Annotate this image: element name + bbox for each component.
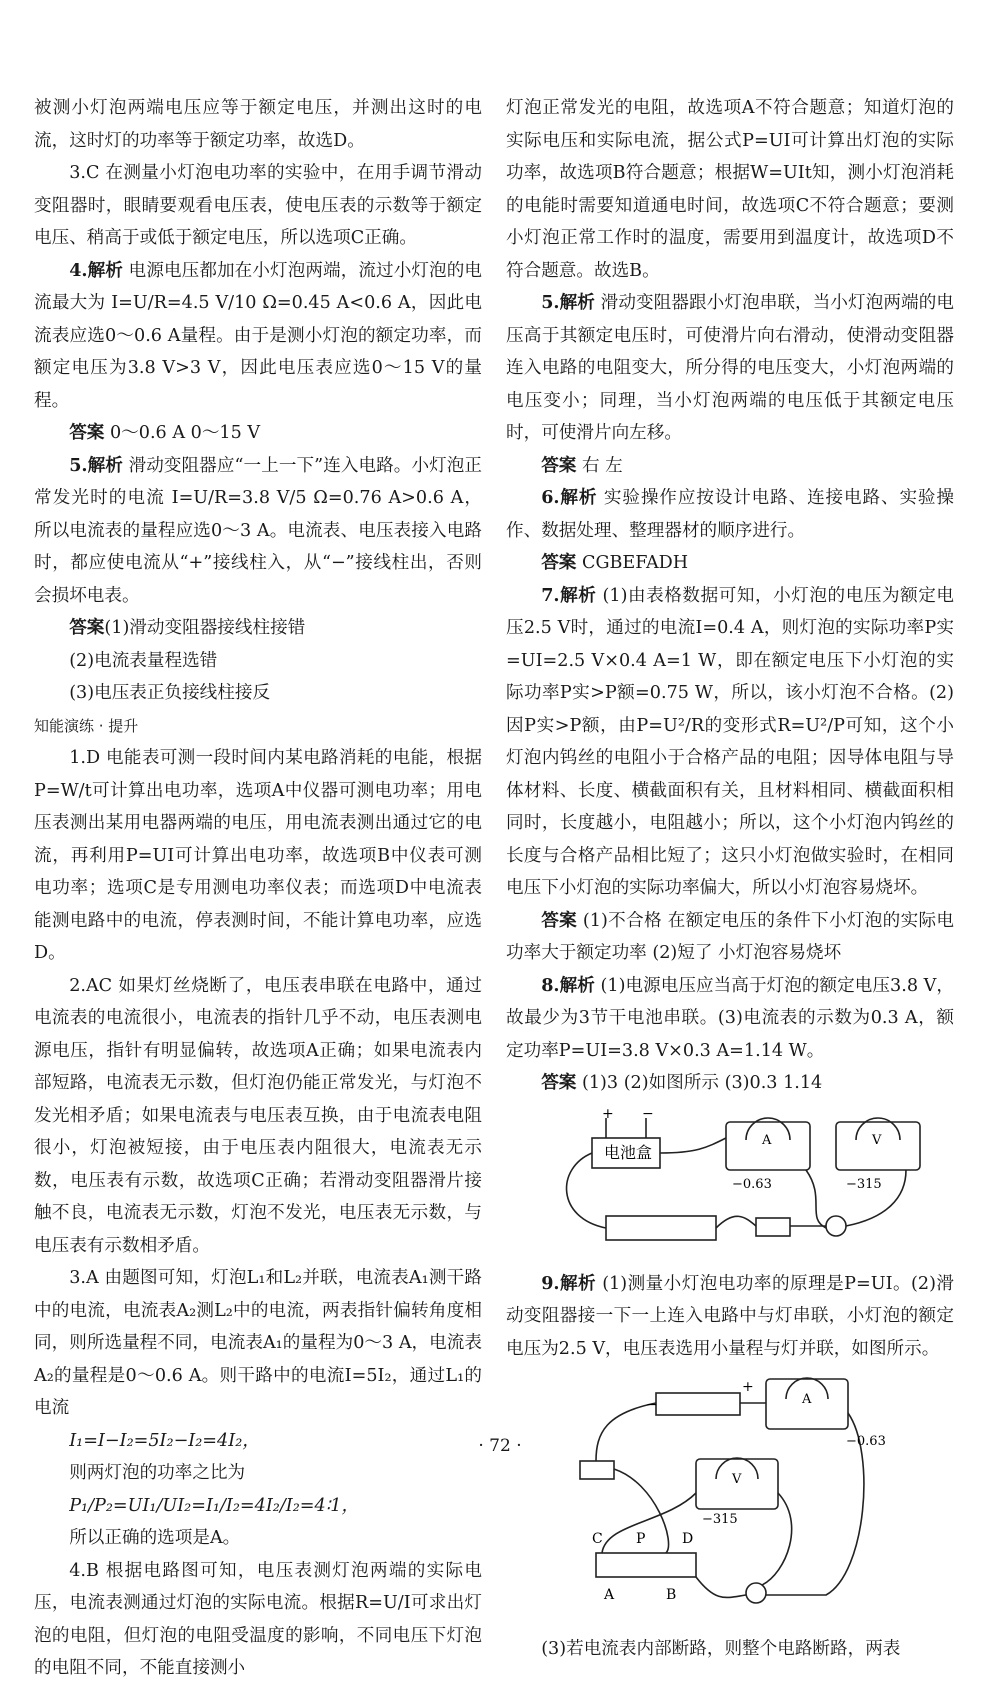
answer-1: 1.D 电能表可测一段时间内某电路消耗的电能，根据P=W/t可计算出电功率，选项A中仪器可测电功率；用电压表测出某用电器两端的电压，用电流表测出通过它的电流，再利用P=UI可计算出电功率，故选项B中仪表可测电功率；选项C是专用测电功率仪表；而选项D中电流表能测电路中的电流，停表测时间，不能计算电功率，应选D。 — [34, 748, 482, 963]
battery — [656, 1393, 740, 1415]
answer-line: (2)电流表量程选错 — [69, 650, 218, 671]
text: 0～0.6 A 0～15 V — [109, 423, 261, 443]
section-heading: 知能演练 · 提升 — [34, 716, 139, 735]
text: 电源电压都加在小灯泡两端，流过小灯泡的电流最大为 I=U/R=4.5 V/10 Ω=0.45 A<0.6 A，因此电流表应选0～0.6 A量程。由于是测小灯泡的额定功率，而额定电压为3.8 V>3 V，因此电压表应选0～15 V的量程。 — [34, 260, 482, 411]
ammeter-letter: A — [762, 1132, 772, 1148]
paragraph: 灯泡正常发光的电阻，故选项A不符合题意；知道灯泡的实际电压和实际电流，据公式P=UI可计算出灯泡的实际功率，故选项B符合题意；根据W=UIt知，测小灯泡消耗的电能时需要知道通电时间，故选项C不符合题意；要测小灯泡正常工作时的温度，需要用到温度计，故选项D不符合题意。故选B。 — [506, 98, 955, 281]
paragraph: 被测小灯泡两端电压应等于额定电压，并测出这时的电流，这时灯的功率等于额定功率，故选D。 — [34, 98, 482, 151]
label: 6.解析 — [541, 487, 598, 508]
answer-line — [34, 612, 482, 645]
slider-p: P — [636, 1531, 646, 1547]
right-column — [506, 92, 954, 1666]
answer-line — [506, 905, 954, 970]
answer-line: (3)电压表正负接线柱接反 — [69, 683, 271, 703]
paragraph: 则两灯泡的功率之比为 — [69, 1463, 246, 1483]
switch — [756, 1218, 790, 1236]
lamp — [746, 1583, 766, 1603]
circuit-diagram-2 — [506, 1373, 954, 1623]
text: (1)3 (2)如图所示 (3)0.3 1.14 — [581, 1073, 823, 1093]
rheostat — [596, 1553, 696, 1577]
label: 答案 — [541, 454, 577, 476]
answer-4b: 4.B 根据电路图可知，电压表测灯泡两端的实际电压，电流表测通过灯泡的实际电流。根据R=U/I可求出灯泡的电阻，但灯泡的电阻受温度的影响，不同电压下灯泡的电阻不同，不能直接测小 — [34, 1560, 482, 1678]
answer-3b: 3.A 由题图可知，灯泡L₁和L₂并联，电流表A₁测干路中的电流，电流表A₂测L₂中的电流，两表指针偏转角度相同，则所选量程不同，电流表A₁的量程为0～3 A，电流表A₂的量程是0～0.6 A。则干路中的电流I=5I₂，通过L₁的电流 — [34, 1268, 482, 1418]
circuit-diagram-1 — [506, 1108, 954, 1258]
text: (1)滑动变阻器接线柱接错 — [104, 618, 306, 638]
circuit-figure-1 — [506, 1108, 954, 1258]
text: CGBEFADH — [581, 553, 689, 573]
label: 答案 — [541, 1072, 577, 1093]
label: 答案 — [69, 422, 105, 443]
switch — [580, 1461, 614, 1479]
answer-line — [506, 547, 954, 580]
label: 8.解析 — [541, 974, 595, 996]
label: 答案 — [541, 909, 578, 931]
ammeter-letter: A — [802, 1392, 812, 1407]
answer-2: 2.AC 如果灯丝烧断了，电压表串联在电路中，通过电流表的电流很小，电流表的指针几乎不动，电压表测电源电压，指针有明显偏转，故选项A正确；如果电流表内部短路，电流表无示数，但灯泡仍能正常发光，与灯泡不发光相矛盾；如果电流表与电压表互换，由于电流表电阻很小，灯泡被短接，由于电压表内阻很大，电流表无示数，电压表有示数，故选项C正确；若滑动变阻器滑片接触不良，电流表无示数，灯泡不发光，电压表无示数，与电压表有示数相矛盾。 — [34, 975, 482, 1256]
minus-sign: − — [646, 1397, 658, 1413]
voltmeter-scale: −315 — [702, 1512, 738, 1527]
voltmeter-letter: V — [732, 1472, 742, 1487]
label: 4.解析 — [69, 259, 123, 281]
lamp — [826, 1216, 846, 1236]
voltmeter-letter: V — [872, 1132, 882, 1148]
text: 滑动变阻器应“一上一下”连入电路。小灯泡正常发光时的电流 I=U/R=3.8 V/5 Ω=0.76 A>0.6 A，所以电流表的量程应选0～3 A。电流表、电压表接入电路时，都应使电流从“+”接线柱入，从“−”接线柱出，否则会损坏电表。 — [34, 455, 482, 606]
terminal-b: B — [666, 1587, 677, 1603]
wire — [762, 1493, 792, 1585]
answer-3: 3.C 在测量小灯泡电功率的实验中，在用手调节滑动变阻器时，眼睛要观看电压表，使电压表的示数等于额定电压、稍高于或低于额定电压，所以选项C正确。 — [34, 163, 482, 248]
answer-line — [506, 1067, 954, 1100]
text: 滑动变阻器跟小灯泡串联，当小灯泡两端的电压高于其额定电压时，可使滑片向右滑动，使滑动变阻器连入电路的电阻变大，所分得的电压变大，小灯泡两端的电压变小；同理，当小灯泡两端的电压低于其额定电压时，可使滑片向左移。 — [506, 293, 954, 443]
wire — [806, 1170, 826, 1228]
text: 实验操作应按设计电路、连接电路、实验操作、数据处理、整理器材的顺序进行。 — [506, 488, 954, 541]
battery-label: 电池盒 — [604, 1142, 653, 1162]
label: 5.解析 — [69, 454, 123, 476]
equation: P₁/P₂=UI₁/UI₂=I₁/I₂=4I₂/I₂=4∶1， — [69, 1495, 360, 1516]
answer-9b: (3)若电流表内部断路，则整个电路断路，两表 — [541, 1639, 901, 1659]
page-number: · 72 · — [478, 1436, 522, 1456]
wire — [567, 1153, 606, 1228]
answer-8 — [506, 970, 954, 1068]
ammeter-scale: −0.63 — [846, 1434, 886, 1449]
answer-5 — [34, 450, 482, 613]
answer-line — [506, 450, 954, 483]
wire — [696, 1577, 746, 1597]
label: 7.解析 — [541, 584, 597, 606]
answer-7 — [506, 580, 954, 905]
answer-line — [34, 417, 482, 450]
text: (1)测量小灯泡电功率的原理是P=UI。(2)滑动变阻器接一下一上连入电路中与灯串联，小灯泡的额定电压为2.5 V，电压表选用小量程与灯并联，如图所示。 — [506, 1273, 955, 1359]
plus-sign: + — [602, 1107, 614, 1122]
plus-sign: + — [742, 1379, 754, 1395]
voltmeter-scale: −315 — [846, 1176, 882, 1192]
minus-sign: − — [642, 1107, 654, 1122]
text: (1)由表格数据可知，小灯泡的电压为额定电压2.5 V时，通过的电流I=0.4 A，则灯泡的实际功率P实=UI=2.5 V×0.4 A=1 W，即在额定电压下小灯泡的实际功率P实>P额=0.75 W，所以，该小灯泡不合格。(2)因P实>P额，由P=U²/R的变形式R=U²/P可知，这个小灯泡内钨丝的电阻小于合格产品的电阻；因导体电阻与导体材料、长度、横截面积有关，且材料相同、横截面积相同时，长度越小，电阻越小；所以，这个小灯泡内钨丝的长度与合格产品相比短了；这只小灯泡做实验时，在相同电压下小灯泡的实际功率偏大，所以小灯泡容易烧坏。 — [506, 585, 954, 898]
terminal-a: A — [604, 1587, 615, 1603]
text: 右 左 — [581, 455, 623, 476]
text: (1)不合格 在额定电压的条件下小灯泡的实际电功率大于额定功率 (2)短了 小灯泡容易烧坏 — [506, 910, 954, 963]
ammeter-scale: −0.63 — [732, 1176, 772, 1192]
answer-6 — [506, 482, 954, 547]
text: (1)电源电压应当高于灯泡的额定电压3.8 V，故最少为3节干电池串联。(3)电流表的示数为0.3 A，额定功率P=UI=3.8 V×0.3 A=1.14 W。 — [506, 975, 954, 1061]
wire — [660, 1138, 726, 1153]
equation: I₁=I−I₂=5I₂−I₂=4I₂， — [69, 1430, 260, 1451]
label: 答案 — [69, 617, 105, 638]
circuit-figure-2 — [506, 1373, 954, 1623]
label: 答案 — [541, 552, 577, 573]
terminal-c: C — [592, 1531, 603, 1547]
rheostat — [606, 1216, 716, 1240]
label: 9.解析 — [541, 1272, 597, 1294]
answer-5 — [506, 287, 954, 450]
answer-9 — [506, 1268, 954, 1366]
terminal-d: D — [682, 1531, 694, 1547]
paragraph: 所以正确的选项是A。 — [69, 1528, 241, 1548]
answer-4 — [34, 255, 482, 418]
label: 5.解析 — [541, 292, 595, 313]
